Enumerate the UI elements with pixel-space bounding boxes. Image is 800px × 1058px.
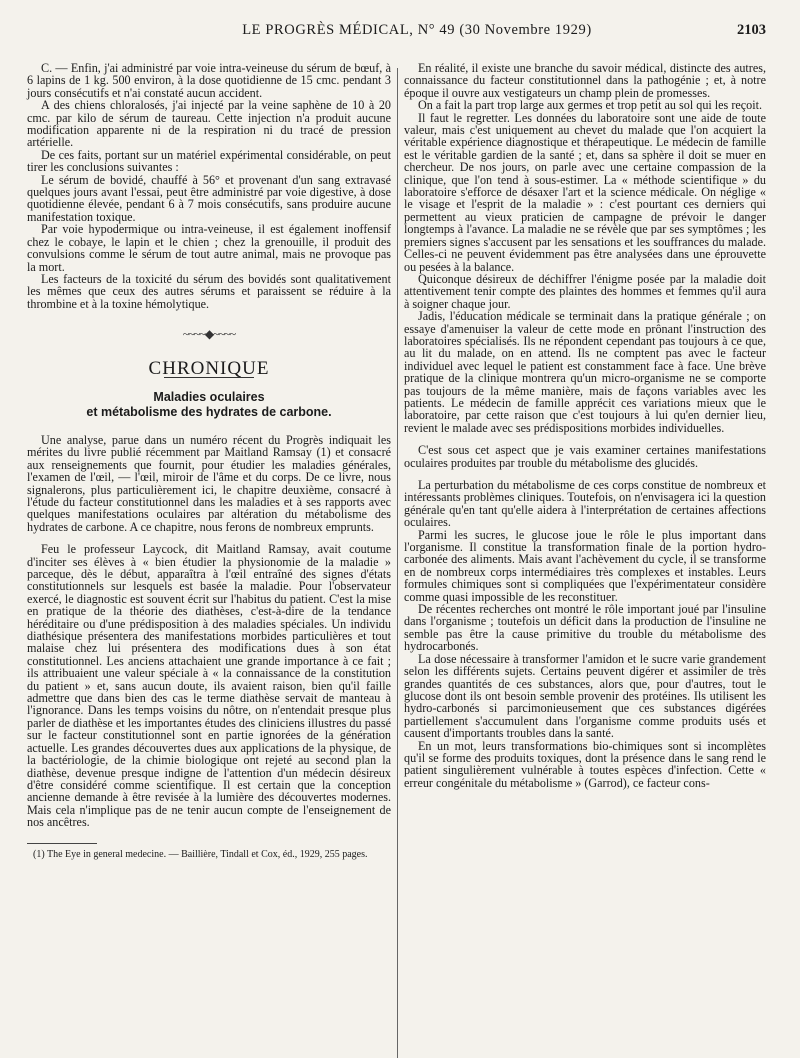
paragraph: Par voie hypodermique ou intra-veineuse, il est également inoffensif chez le cobaye, le lapin et le chien ; chez la grenouille, il produit des convulsions comme le sérum de tout autre animal, mais ne provoque pas la mort. (27, 222, 391, 274)
paragraph: A des chiens chloralosés, j'ai injecté par la veine saphène de 10 à 20 cmc. par kilo de sérum de taureau. Cette injection n'a produit aucune modification apparente ni de la respiration ni du tracé de pression artérielle. (27, 98, 391, 150)
paragraph: Les facteurs de la toxicité du sérum des bovidés sont qualitativement les mêmes que ceux des autres sérums et paraissent se réduire à la thrombine et à la toxine hémolytique. (27, 271, 391, 311)
paragraph: Quiconque désireux de déchiffrer l'énigme posée par la maladie doit attentivement tenir compte des plaintes des hommes et femmes qu'il aura à soigner chaque jour. (404, 271, 766, 311)
section-heading: CHRONIQUE (27, 363, 391, 378)
right-column (404, 62, 766, 1058)
running-header (27, 22, 766, 52)
footnote: (1) The Eye in general medecine. — Baillière, Tindall et Cox, éd., 1929, 255 pages. (33, 848, 368, 860)
paragraph: De récentes recherches ont montré le rôle important joué par l'insuline dans l'organisme ; toutefois un déficit dans la production de l'insuline ne semble pas être la cause primitive du trouble du métabolisme des hydrocarbonés. (404, 602, 766, 654)
paragraph: La perturbation du métabolisme de ces corps constitue de nombreux et intéressants problèmes cliniques. Toutefois, on n'envisagera ici la question générale qu'en tant qu'elle aidera à l'interprétation de certaines affections oculaires. (404, 478, 766, 530)
article-title (27, 390, 391, 420)
article-title-line-1: Maladies oculaires (153, 389, 265, 404)
article-title-line-2: et métabolisme des hydrates de carbone. (86, 404, 332, 419)
paragraph: Le sérum de bovidé, chauffé à 56° et provenant d'un sang extravasé quelques jours avant l'essai, peut être administré par voie digestive, à dose quotidienne élevée, pendant 6 à 7 mois consécutifs, sans produire aucune manifestation toxique. (27, 172, 391, 224)
paragraph: En réalité, il existe une branche du savoir médical, distincte des autres, connaissance du facteur constitutionnel dans la pathogénie ; et, à notre époque il ouvre aux vestigateurs un champ plein de promesses. (404, 61, 766, 100)
left-column (27, 62, 391, 1058)
paragraph: C'est sous cet aspect que je vais examiner certaines manifestations oculaires produites par trouble du métabolisme des glucidés. (404, 443, 766, 470)
journal-title: LE PROGRÈS MÉDICAL, N° 49 (30 Novembre 1929) (242, 22, 592, 38)
paragraph: Il faut le regretter. Les données du laboratoire sont une aide de toute valeur, mais c'est uniquement au chevet du malade que l'on acquiert la véritable expérience diagnostique et thérapeutique. Le médecin de famille est le véritable gardien de la santé ; et, dans sa sphère il doit se muer en chercheur. De nos jours, on parle avec une certaine compassion de la clinique, que l'on tend à sous-estimer. La « méthode scientifique » du laboratoire s'efforce de désaxer l'art et la science médicale. On néglige « le visage et l'esprit de la maladie » : c'est pourtant ces derniers qui permettent au vieux praticien de campagne de prévoir le danger longtemps à l'avance. La maladie ne se révèle que par ses symptômes ; les premiers signes s'accusent par les sensations et les souffrances du malade. Celles-ci ne peuvent évidemment pas être analysées dans une éprouvette ou pesées à la balance. (404, 110, 766, 274)
paragraph: On a fait la part trop large aux germes et trop petit au sol qui les reçoit. (418, 98, 762, 113)
column-divider (397, 68, 398, 1058)
paragraph: Jadis, l'éducation médicale se terminait dans la pratique générale ; on essaye d'amenuiser la valeur de cette mode en prônant l'instruction des laboratoires spécialisés. Ils ne répondent cependant pas toujours à ce que, au lit du malade, on en attend. Ils ne comptent pas avec le facteur individuel avec lequel le patient est constamment face à face. Une brève pratique de la clinique montrera qu'un micro-organisme ne se comporte pas toujours de la même manière, mais de façons variables avec les patients. Le médecin de famille apprécit ces variations mieux que le laboratoire, par cette raison que c'est toujours à lui qu'en dernier lieu, revient le malade avec ses prédispositions morbides individuelles. (404, 309, 766, 435)
paragraph: En un mot, leurs transformations bio-chimiques sont si incomplètes qu'il se forme des produits toxiques, dont la présence dans le sang rend le patient singulièrement vulnérable à toutes espèces d'infection. Cette « erreur congénitale du métabolisme » (Garrod), ce facteur cons- (404, 738, 766, 790)
paragraph: C. — Enfin, j'ai administré par voie intra-veineuse du sérum de bœuf, à 6 lapins de 1 kg. 500 environ, à la dose quotidienne de 15 cmc. pendant 3 jours consécutifs et n'ai constaté aucun accident. (27, 61, 391, 100)
paragraph: Une analyse, parue dans un numéro récent du Progrès indiquait les mérites du livre publié récemment par Maitland Ramsay (1) et consacré aux renseignements que fournit, pour étudier les maladies générales, l'examen de l'œil, — l'œil, miroir de l'âme et du corps. De ce livre, nous signalerons, plus particulièrement ici, le chapitre deuxième, consacré à l'étude du facteur constitutionnel dans les maladies et à ses rapports avec quelques manifestations oculaires par altération du métabolisme des hydrates de carbone. A ce chapitre, nous ferons de nombreux emprunts. (27, 432, 391, 534)
paragraph: De ces faits, portant sur un matériel expérimental considérable, on peut tirer les conclusions suivantes : (27, 147, 391, 175)
section-ornament: ~~~~◆~~~~ (182, 327, 236, 342)
paragraph: Feu le professeur Laycock, dit Maitland Ramsay, avait coutume d'inciter ses élèves à « bien étudier la physionomie de la maladie » parceque, dès le début, apparaîtra à l'œil entraîné des signes d'états constitutionnels sur lesquels est basée la maladie. Pour l'observateur exercé, le diagnostic est souvent écrit sur l'habitus du patient. C'est la mise en pratique de la théorie des diathèses, c'est-à-dire de la tendance héréditaire ou d'une prédisposition à des maladies spéciales. Un individu diathésique présentera des manifestations morbides particulières et tout malaise chez lui présentera des modifications dues à son état constitutionnel. Les anciens attachaient une grande importance à ce fait ; ils attribuaient une valeur spéciale à « la connaissance de la constitution du patient » et, sans aucun doute, ils avaient raison, bien qu'il faille admettre que dans bien des cas le terme diathèse servait de manteau à l'ignorance. Dans les temps voisins du nôtre, on n'entendait presque plus parler de diathèse et les importantes études des cliniciens illustres du passé sur le facteur constitutionnel sont en partie ignorées de la génération actuelle. Les grandes découvertes dues aux applications de la physique, de la bactériologie, de la chimie biologique ont rejeté au second plan la diathèse, devenue presque indigne de l'attention d'un médecin désireux d'être considéré comme scientifique. Il est certain que la conception ancienne demande à être revisée à la lumière des découvertes modernes. Mais cela n'implique pas de ne tenir aucun compte de l'enseignement de nos ancêtres. (27, 542, 391, 830)
paragraph: La dose nécessaire à transformer l'amidon et le sucre varie grandement selon les différents sujets. Certains peuvent digérer et assimiler de très grandes quantités de ces substances, alors que, pour d'autres, tout le glucose dont ils ont besoin semble provenir des protéines. Ils utilisent les hydro-carbonés si parcimonieusement que ces substances digérées partiellement s'accumulent dans l'organisme comme produits usés et causent d'importants troubles dans la santé. (404, 651, 766, 741)
page-number: 2103 (737, 22, 766, 38)
text-columns (27, 62, 766, 1058)
footnote-rule (27, 843, 97, 844)
paragraph: Parmi les sucres, le glucose joue le rôle le plus important dans l'organisme. Il constitue la transformation finale de la portion hydro-carbonée des aliments. Mais avant l'achèvement du cycle, il se transforme en de nombreux corps intermédiaires très complexes et instables. Leurs formules chimiques sont si compliquées que l'expérimentateur considère comme quasi impossible de les reconstituer. (404, 527, 766, 604)
